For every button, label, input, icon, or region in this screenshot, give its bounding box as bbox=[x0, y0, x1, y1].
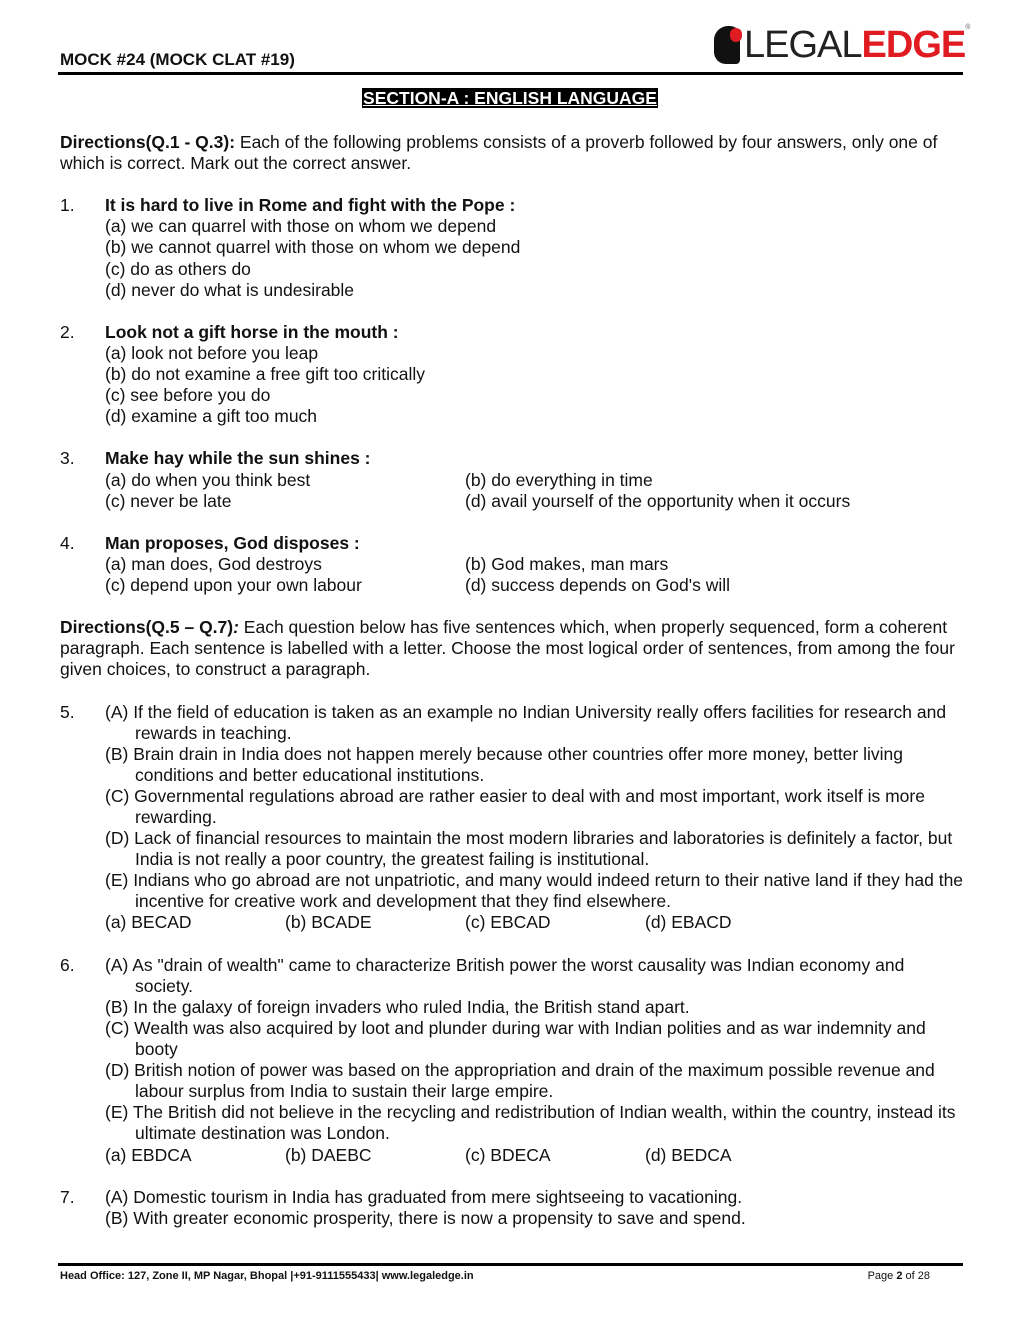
directions-text: Each of the following problems consists of a proverb followed by four answers, only one of which is correct. Mark out the correct answer. bbox=[60, 132, 938, 174]
option-c: (c) depend upon your own labour bbox=[105, 574, 362, 595]
footer-address: Head Office: 127, Zone II, MP Nagar, Bhopal |+91-9111555433| www.legaledge.in bbox=[60, 1270, 474, 1282]
legaledge-logo bbox=[714, 24, 970, 66]
directions-2 bbox=[60, 617, 965, 680]
question-5 bbox=[60, 702, 965, 934]
question-stem: It is hard to live in Rome and fight with the Pope : bbox=[105, 195, 516, 216]
sentence-c: (C) Governmental regulations abroad are rather easier to deal with and most important, work itself is more rewarding. bbox=[105, 785, 925, 827]
option-d: (d) never do what is undesirable bbox=[105, 279, 355, 300]
option-d: (d) success depends on God's will bbox=[465, 574, 730, 595]
sentence-e: (E) Indians who go abroad are not unpatriotic, and many would indeed return to their native land if they had the incentive for creative work and development that they find elsewhere. bbox=[105, 870, 964, 912]
mock-title: MOCK #24 (MOCK CLAT #19) bbox=[60, 50, 295, 69]
sentence-b: (B) In the galaxy of foreign invaders who ruled India, the British stand apart. bbox=[105, 996, 690, 1017]
section-title: SECTION-A : ENGLISH LANGUAGE bbox=[363, 88, 657, 108]
option-b: (b) we cannot quarrel with those on whom we depend bbox=[105, 237, 521, 258]
header-rule bbox=[58, 72, 963, 75]
option-c: (c) never be late bbox=[105, 490, 232, 511]
questions-body bbox=[60, 132, 965, 1250]
option-c: (c) EBCAD bbox=[465, 912, 551, 933]
question-number: 3. bbox=[60, 448, 75, 469]
sentence-a: (A) If the field of education is taken as an example no Indian University really offers facilities for research and rewards in teaching. bbox=[105, 701, 947, 743]
sentence-c: (C) Wealth was also acquired by loot and plunder during war with Indian polities and as war indemnity and booty bbox=[105, 1017, 926, 1060]
footer-rule bbox=[58, 1263, 963, 1266]
option-a: (a) we can quarrel with those on whom we depend bbox=[105, 216, 497, 237]
question-number: 5. bbox=[60, 701, 75, 722]
question-4 bbox=[60, 533, 965, 596]
option-d: (d) examine a gift too much bbox=[105, 406, 318, 427]
question-2 bbox=[60, 322, 965, 427]
option-a: (a) EBDCA bbox=[105, 1144, 192, 1165]
directions-colon: : bbox=[233, 617, 239, 638]
registered-mark: ® bbox=[965, 24, 971, 31]
option-a: (a) BECAD bbox=[105, 912, 192, 933]
page-prefix: Page bbox=[867, 1270, 897, 1282]
question-number: 1. bbox=[60, 195, 75, 216]
question-stem: Man proposes, God disposes : bbox=[105, 532, 360, 553]
option-d: (d) BEDCA bbox=[645, 1144, 732, 1165]
option-d: (d) avail yourself of the opportunity when it occurs bbox=[465, 490, 851, 511]
sentence-e: (E) The British did not believe in the recycling and redistribution of Indian wealth, within the country, instead its ultimate destination was London. bbox=[105, 1102, 956, 1144]
section-heading bbox=[0, 88, 1020, 109]
option-c: (c) BDECA bbox=[465, 1144, 551, 1165]
directions-label: Directions(Q.1 - Q.3): bbox=[60, 132, 236, 152]
page-current: 2 bbox=[896, 1270, 903, 1282]
sentence-a: (A) Domestic tourism in India has graduated from mere sightseeing to vacationing. bbox=[105, 1186, 743, 1207]
option-b: (b) DAEBC bbox=[285, 1144, 372, 1165]
option-d: (d) EBACD bbox=[645, 912, 732, 933]
option-b: (b) do everything in time bbox=[465, 469, 653, 490]
sentence-d: (D) British notion of power was based on the appropriation and drain of the maximum possible revenue and labour surplus from India to sustain their large empire. bbox=[105, 1060, 935, 1102]
option-b: (b) BCADE bbox=[285, 912, 372, 933]
option-b: (b) do not examine a free gift too critically bbox=[105, 364, 426, 385]
question-stem: Look not a gift horse in the mouth : bbox=[105, 321, 399, 342]
question-3 bbox=[60, 448, 965, 511]
sentence-b: (B) Brain drain in India does not happen merely because other countries offer more money, better living conditions and better educational institutions. bbox=[105, 743, 903, 785]
question-6 bbox=[60, 955, 965, 1166]
sentence-b: (B) With greater economic prosperity, there is now a propensity to save and spend. bbox=[105, 1207, 746, 1228]
directions-text: Each question below has five sentences which, when properly sequenced, form a coherent paragraph. Each sentence is labelled with a letter. Choose the most logical order of sentences, from among the four given choices, to construct a paragraph. bbox=[60, 617, 955, 680]
question-number: 2. bbox=[60, 321, 75, 342]
sentence-d: (D) Lack of financial resources to maintain the most modern libraries and laboratories is definitely a factor, but India is not really a poor country, the greatest failing is institutional. bbox=[105, 828, 953, 870]
page-number bbox=[868, 1270, 930, 1282]
option-b: (b) God makes, man mars bbox=[465, 553, 669, 574]
directions-label: Directions(Q.5 – Q.7) bbox=[60, 617, 234, 638]
directions-1 bbox=[60, 132, 965, 174]
option-c: (c) do as others do bbox=[105, 258, 251, 279]
option-a: (a) man does, God destroys bbox=[105, 553, 322, 574]
sentence-a: (A) As "drain of wealth" came to characterize British power the worst causality was Indian economy and society. bbox=[105, 954, 905, 996]
option-c: (c) see before you do bbox=[105, 385, 271, 406]
question-number: 7. bbox=[60, 1186, 75, 1207]
question-1 bbox=[60, 195, 965, 300]
question-7 bbox=[60, 1187, 965, 1229]
logo-text-legal: LEGAL bbox=[744, 24, 862, 66]
option-a: (a) look not before you leap bbox=[105, 342, 319, 363]
question-number: 6. bbox=[60, 954, 75, 975]
logo-text-edge: EDGE bbox=[861, 24, 966, 66]
option-a: (a) do when you think best bbox=[105, 469, 311, 490]
head-logo-icon bbox=[714, 26, 740, 64]
question-number: 4. bbox=[60, 532, 75, 553]
page-total: of 28 bbox=[902, 1270, 930, 1282]
question-stem: Make hay while the sun shines : bbox=[105, 448, 371, 469]
